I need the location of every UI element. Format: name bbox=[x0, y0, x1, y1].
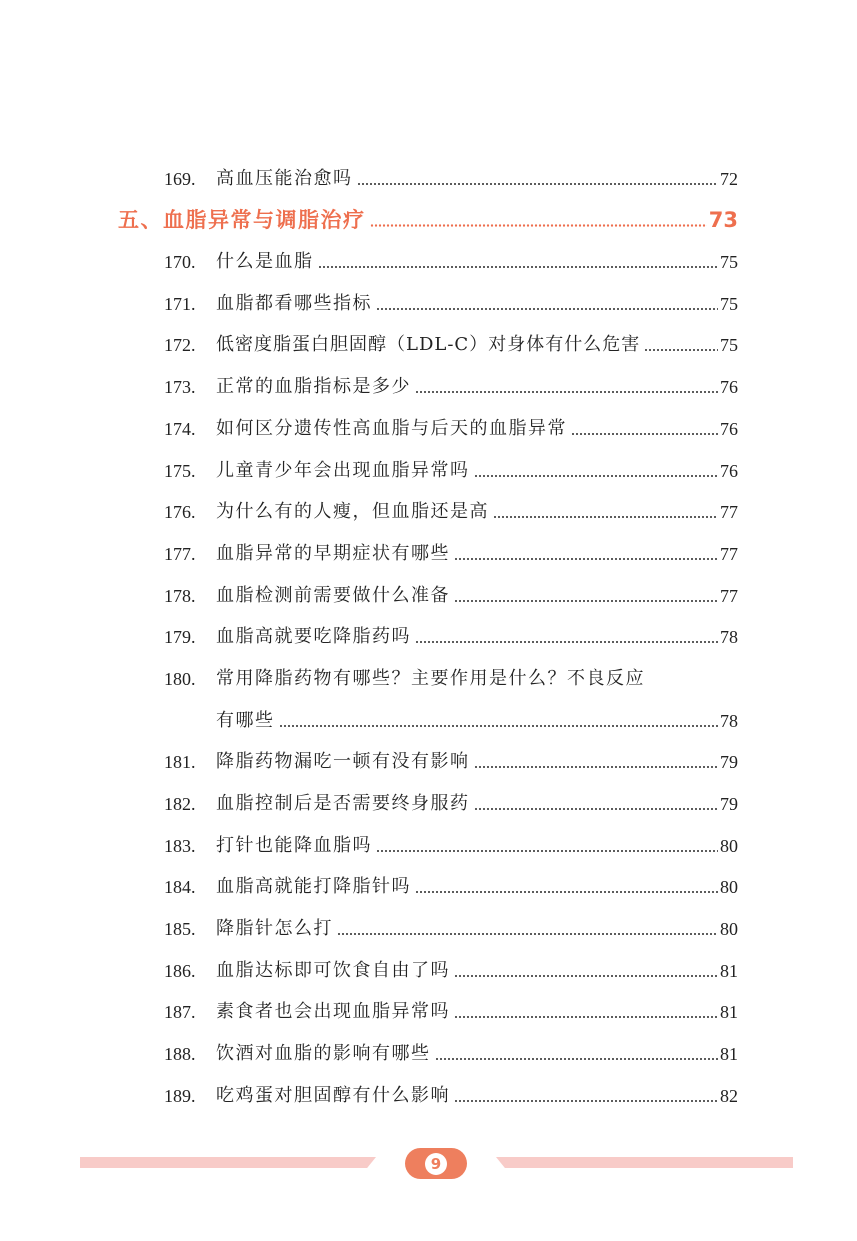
entry-number: 173. bbox=[164, 377, 196, 397]
entry-title: 正常的血脂指标是多少 bbox=[216, 376, 411, 397]
dot-leader bbox=[415, 891, 718, 893]
dot-leader bbox=[357, 183, 719, 185]
entry-title: 打针也能降血脂吗 bbox=[216, 835, 372, 856]
dot-leader bbox=[493, 516, 718, 518]
dot-leader bbox=[318, 266, 719, 268]
entry-title: 素食者也会出现血脂异常吗 bbox=[216, 1001, 450, 1022]
toc-entry-189[interactable] bbox=[164, 1079, 738, 1107]
page-number-badge bbox=[405, 1148, 467, 1179]
toc-entry-178[interactable] bbox=[164, 579, 738, 607]
footer-bar-right bbox=[496, 1157, 793, 1168]
entry-title: 血脂都看哪些指标 bbox=[216, 293, 372, 314]
entry-page: 82 bbox=[720, 1086, 738, 1106]
dot-leader bbox=[337, 933, 718, 935]
dot-leader bbox=[454, 600, 718, 602]
entry-page: 80 bbox=[720, 877, 738, 897]
dot-leader bbox=[474, 766, 719, 768]
toc-entry-185[interactable] bbox=[164, 912, 738, 940]
entry-title: 血脂检测前需要做什么准备 bbox=[216, 585, 450, 606]
dot-leader bbox=[435, 1058, 719, 1060]
entry-number: 182. bbox=[164, 794, 196, 814]
dot-leader bbox=[279, 725, 719, 727]
entry-number: 180. bbox=[164, 669, 196, 689]
entry-title: 为什么有的人瘦，但血脂还是高 bbox=[216, 501, 489, 522]
toc-entry-183[interactable] bbox=[164, 829, 738, 857]
toc-entry-169[interactable] bbox=[164, 162, 738, 190]
entry-title: 降脂针怎么打 bbox=[216, 918, 333, 939]
entry-number: 172. bbox=[164, 335, 196, 355]
entry-title-continued: 有哪些 bbox=[216, 710, 275, 731]
entry-page: 77 bbox=[720, 586, 738, 606]
entry-number: 184. bbox=[164, 877, 196, 897]
section-heading[interactable] bbox=[118, 203, 738, 233]
dot-leader bbox=[376, 308, 718, 310]
toc-entry-172[interactable] bbox=[164, 328, 738, 356]
toc-entry-181[interactable] bbox=[164, 745, 738, 773]
toc-entry-182[interactable] bbox=[164, 787, 738, 815]
toc-entry-170[interactable] bbox=[164, 245, 738, 273]
entry-page: 76 bbox=[720, 419, 738, 439]
entry-number: 189. bbox=[164, 1086, 196, 1106]
dot-leader bbox=[454, 558, 718, 560]
toc-entry-180[interactable] bbox=[164, 662, 738, 690]
entry-number: 186. bbox=[164, 961, 196, 981]
toc-entry-177[interactable] bbox=[164, 537, 738, 565]
entry-title: 血脂控制后是否需要终身服药 bbox=[216, 793, 470, 814]
page-number: 9 bbox=[425, 1153, 447, 1175]
dot-leader bbox=[644, 349, 718, 351]
section-page: 73 bbox=[708, 208, 738, 232]
toc-entry-179[interactable] bbox=[164, 620, 738, 648]
entry-number: 176. bbox=[164, 502, 196, 522]
toc-entry-186[interactable] bbox=[164, 954, 738, 982]
entry-page: 75 bbox=[720, 335, 738, 355]
entry-number: 178. bbox=[164, 586, 196, 606]
entry-title: 血脂达标即可饮食自由了吗 bbox=[216, 960, 450, 981]
toc-entry-171[interactable] bbox=[164, 287, 738, 315]
dot-leader bbox=[376, 850, 718, 852]
entry-number: 177. bbox=[164, 544, 196, 564]
entry-title: 什么是血脂 bbox=[216, 251, 314, 272]
dot-leader bbox=[454, 1016, 718, 1018]
toc-entry-188[interactable] bbox=[164, 1037, 738, 1065]
entry-page: 78 bbox=[720, 627, 738, 647]
entry-page: 75 bbox=[720, 294, 738, 314]
entry-title: 血脂高就能打降脂针吗 bbox=[216, 876, 411, 897]
entry-title: 如何区分遗传性高血脂与后天的血脂异常 bbox=[216, 418, 567, 439]
entry-title: 降脂药物漏吃一顿有没有影响 bbox=[216, 751, 470, 772]
entry-page: 77 bbox=[720, 544, 738, 564]
entry-page: 81 bbox=[720, 1044, 738, 1064]
entry-page: 76 bbox=[720, 461, 738, 481]
entry-page: 79 bbox=[720, 752, 738, 772]
toc-entry-180-continued[interactable] bbox=[164, 704, 738, 732]
dot-leader bbox=[474, 808, 719, 810]
dot-leader bbox=[370, 224, 707, 227]
dot-leader bbox=[454, 975, 718, 977]
entry-title: 高血压能治愈吗 bbox=[216, 168, 353, 189]
entry-page: 80 bbox=[720, 919, 738, 939]
dot-leader bbox=[454, 1100, 718, 1102]
entry-page: 81 bbox=[720, 961, 738, 981]
dot-leader bbox=[474, 475, 719, 477]
entry-page: 77 bbox=[720, 502, 738, 522]
entry-number: 181. bbox=[164, 752, 196, 772]
section-title: 五、血脂异常与调脂治疗 bbox=[118, 208, 366, 232]
dot-leader bbox=[571, 433, 718, 435]
toc-entry-184[interactable] bbox=[164, 870, 738, 898]
entry-title: 儿童青少年会出现血脂异常吗 bbox=[216, 460, 470, 481]
entry-title: 血脂异常的早期症状有哪些 bbox=[216, 543, 450, 564]
toc-entry-174[interactable] bbox=[164, 412, 738, 440]
entry-number: 175. bbox=[164, 461, 196, 481]
entry-title: 低密度脂蛋白胆固醇（LDL-C）对身体有什么危害 bbox=[216, 334, 641, 355]
entry-title: 常用降脂药物有哪些？主要作用是什么？不良反应 bbox=[216, 668, 645, 689]
entry-number: 171. bbox=[164, 294, 196, 314]
toc-entry-173[interactable] bbox=[164, 370, 738, 398]
entry-number: 183. bbox=[164, 836, 196, 856]
entry-number: 170. bbox=[164, 252, 196, 272]
dot-leader bbox=[415, 641, 718, 643]
entry-number: 187. bbox=[164, 1002, 196, 1022]
entry-number: 174. bbox=[164, 419, 196, 439]
entry-number: 169. bbox=[164, 169, 196, 189]
entry-title: 血脂高就要吃降脂药吗 bbox=[216, 626, 411, 647]
entry-number: 179. bbox=[164, 627, 196, 647]
toc-entry-187[interactable] bbox=[164, 995, 738, 1023]
entry-number: 185. bbox=[164, 919, 196, 939]
entry-page: 76 bbox=[720, 377, 738, 397]
entry-page: 80 bbox=[720, 836, 738, 856]
dot-leader bbox=[415, 391, 718, 393]
toc-entry-175[interactable] bbox=[164, 454, 738, 482]
entry-page: 75 bbox=[720, 252, 738, 272]
entry-page: 78 bbox=[720, 711, 738, 731]
footer-bar-left bbox=[80, 1157, 376, 1168]
toc-entry-176[interactable] bbox=[164, 495, 738, 523]
entry-page: 79 bbox=[720, 794, 738, 814]
entry-page: 72 bbox=[720, 169, 738, 189]
entry-title: 饮酒对血脂的影响有哪些 bbox=[216, 1043, 431, 1064]
entry-page: 81 bbox=[720, 1002, 738, 1022]
entry-title: 吃鸡蛋对胆固醇有什么影响 bbox=[216, 1085, 450, 1106]
entry-number: 188. bbox=[164, 1044, 196, 1064]
